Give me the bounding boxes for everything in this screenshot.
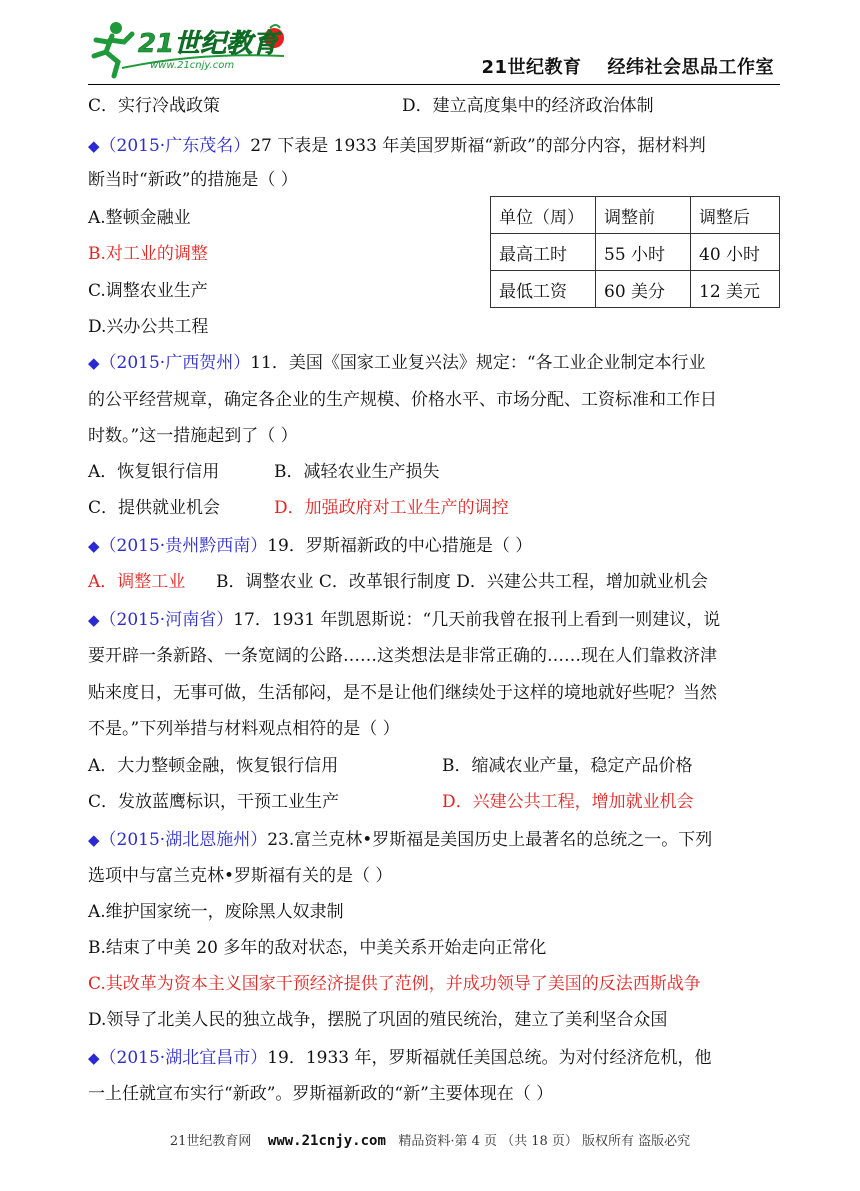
option-line (88, 460, 440, 484)
option-d-answer: D．兴建公共工程，增加就业机会 (442, 792, 694, 812)
question-text: 要开辟一条新路、一条宽阔的公路……这类想法是非常正确的……现在人们靠救济津 (88, 646, 717, 666)
question-text: 11．美国《国家工业复兴法》规定：“各工业企业制定本行业 (250, 353, 706, 373)
option-line (88, 754, 693, 778)
question-23-line (88, 828, 712, 852)
footer-site: 21世纪教育网 (169, 1134, 252, 1149)
option-a: A．恢复银行信用 (88, 462, 220, 482)
question-19b-line (88, 1046, 712, 1070)
option-c: C．实行冷战政策 (88, 96, 221, 116)
question-text: 19．罗斯福新政的中心措施是（ ） (267, 536, 533, 556)
question-11-line (88, 351, 706, 375)
diamond-icon: ◆ (88, 611, 100, 629)
question-27-line (88, 134, 706, 158)
table-cell: 最高工时 (491, 234, 596, 271)
table-header-row (491, 197, 780, 234)
question-text: 不是。”下列举措与材料观点相符的是（ ） (88, 719, 400, 739)
option-d-answer: D．加强政府对工业生产的调控 (274, 498, 509, 518)
logo-url: www.21cnjy.com (150, 60, 235, 71)
table-cell: 调整前 (596, 197, 691, 234)
options-b-c-d: B．调整农业 C．改革银行制度 D．兴建公共工程，增加就业机会 (216, 572, 708, 592)
diamond-icon: ◆ (88, 354, 100, 372)
option-b: B.结束了中美 20 多年的敌对状态，中美关系开始走向正常化 (88, 938, 547, 958)
table-cell: 12 美元 (691, 271, 780, 308)
question-text: 的公平经营规章，确定各企业的生产规模、价格水平、市场分配、工资标准和工作日 (88, 390, 717, 410)
option-a-answer: A．调整工业 (88, 572, 186, 592)
option-c: C．发放蓝鹰标识，干预工业生产 (88, 792, 340, 812)
page-footer (0, 1130, 860, 1149)
table-cell: 60 美分 (596, 271, 691, 308)
footer-page-info: 精品资料·第 4 页 （共 18 页） 版权所有 盗版必究 (398, 1134, 691, 1149)
diamond-icon: ◆ (88, 1049, 100, 1067)
footer-url[interactable]: www.21cnjy.com (267, 1133, 386, 1149)
question-text: 17．1931 年凯恩斯说：“几天前我曾在报刊上看到一则建议，说 (233, 610, 721, 630)
question-text: 23.富兰克林•罗斯福是美国历史上最著名的总统之一。下列 (267, 830, 713, 850)
header-studio: 经纬社会思品工作室 (607, 57, 774, 78)
header-org: 21世纪教育 (481, 57, 582, 78)
question-text: 贴来度日，无事可做，生活郁闷，是不是让他们继续处于这样的境地就好些呢？当然 (88, 683, 717, 703)
table-cell: 40 小时 (691, 234, 780, 271)
option-d: D．建立高度集中的经济政治体制 (402, 96, 654, 116)
option-b: B．缩减农业产量，稳定产品价格 (442, 756, 693, 776)
option-b: B．减轻农业生产损失 (274, 462, 440, 482)
option-line (88, 570, 708, 594)
option-d: D.领导了北美人民的独立战争，摆脱了巩固的殖民统治，建立了美利坚合众国 (88, 1010, 668, 1030)
diamond-icon: ◆ (88, 537, 100, 555)
option-c-answer: C.其改革为资本主义国家干预经济提供了范例，并成功领导了美国的反法西斯战争 (88, 974, 701, 994)
diamond-icon: ◆ (88, 137, 100, 155)
diamond-icon: ◆ (88, 831, 100, 849)
data-table (490, 196, 780, 308)
option-c: C．提供就业机会 (88, 498, 221, 518)
question-source: （2015·河南省） (99, 610, 234, 630)
question-text: 19．1933 年，罗斯福就任美国总统。为对付经济危机，他 (267, 1048, 712, 1068)
question-19-line (88, 534, 532, 558)
table-cell: 55 小时 (596, 234, 691, 271)
table-cell: 最低工资 (491, 271, 596, 308)
question-source: （2015·湖北恩施州） (99, 830, 268, 850)
question-text: 一上任就宣布实行“新政”。罗斯福新政的“新”主要体现在（ ） (88, 1084, 554, 1104)
option-b-answer: B.对工业的调整 (88, 244, 208, 264)
option-a: A.维护国家统一，废除黑人奴隶制 (88, 902, 344, 922)
table-cell: 单位（周） (491, 197, 596, 234)
option-a: A．大力整顿金融，恢复银行信用 (88, 756, 339, 776)
question-source: （2015·贵州黔西南） (99, 536, 268, 556)
header-title (481, 53, 774, 79)
option-line (88, 496, 509, 520)
table-row (491, 234, 780, 271)
site-logo (88, 16, 288, 82)
option-d: D.兴办公共工程 (88, 317, 209, 337)
option-line (88, 790, 694, 814)
question-text: 断当时“新政”的措施是（ ） (88, 170, 298, 190)
page-header (88, 8, 780, 85)
table-row (491, 271, 780, 308)
option-a: A.整顿金融业 (88, 208, 191, 228)
question-text: 选项中与富兰克林•罗斯福有关的是（ ） (88, 866, 393, 886)
logo-text: 21世纪教育 (138, 29, 279, 59)
question-17-line (88, 608, 720, 632)
question-source: （2015·广东茂名） (99, 136, 251, 156)
option-c: C.调整农业生产 (88, 281, 208, 301)
question-source: （2015·广西贺州） (99, 353, 251, 373)
question-source: （2015·湖北宜昌市） (99, 1048, 268, 1068)
question-text: 27 下表是 1933 年美国罗斯福“新政”的部分内容，据材料判 (250, 136, 706, 156)
option-line (88, 94, 654, 118)
table-cell: 调整后 (691, 197, 780, 234)
question-text: 时数。”这一措施起到了（ ） (88, 426, 298, 446)
